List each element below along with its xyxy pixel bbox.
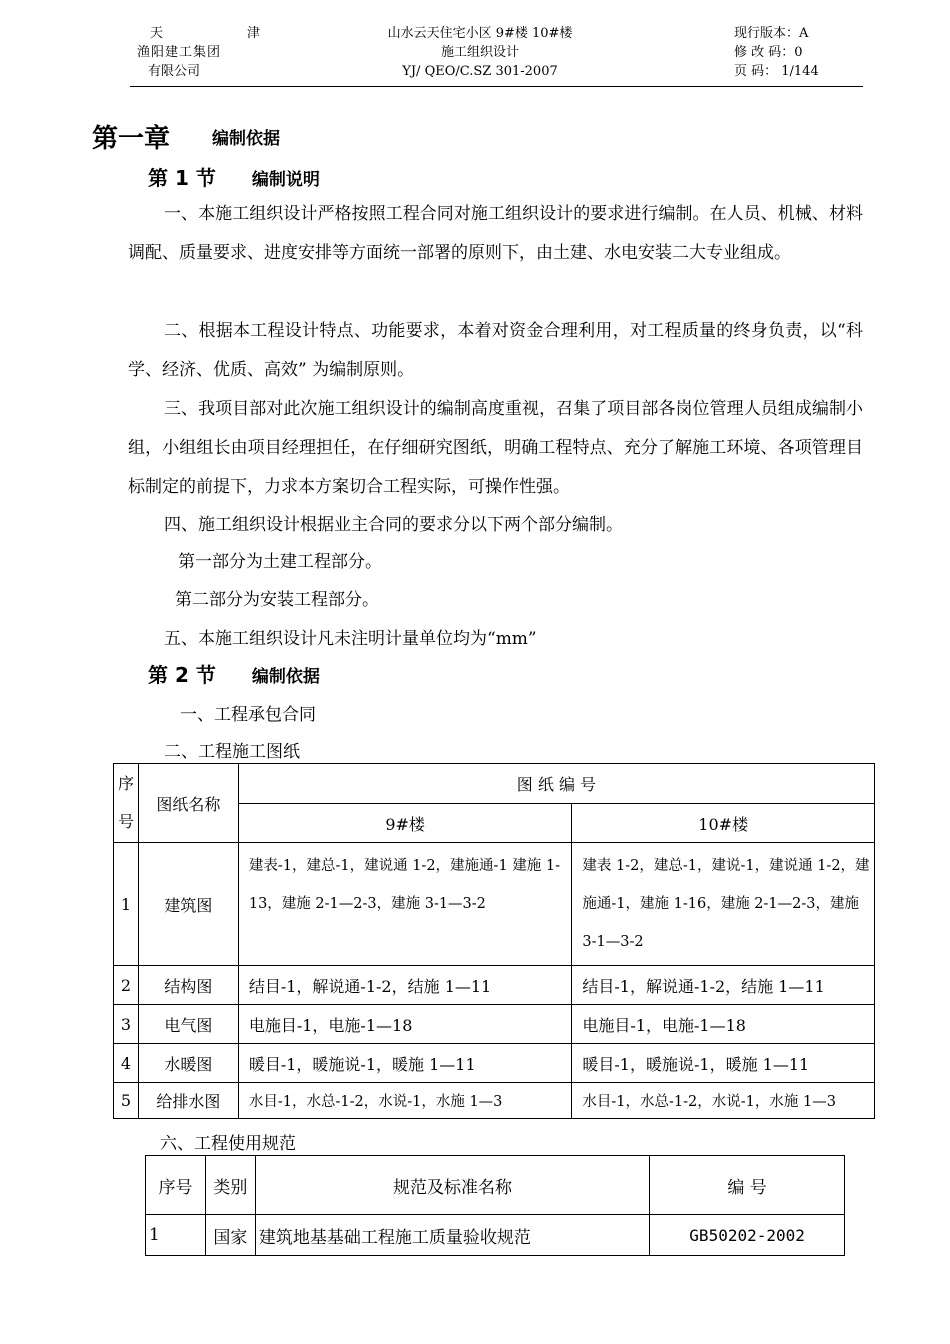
- header-company: [137, 24, 260, 81]
- drawings-table: [113, 763, 875, 1119]
- paragraph-4: 四、施工组织设计根据业主合同的要求分以下两个部分编制。: [164, 515, 623, 535]
- paragraph-3: 三、我项目部对此次施工组织设计的编制高度重视，召集了项目部各岗位管理人员组成编制小组，小组组长由项目经理担任，在仔细研究图纸，明确工程特点、充分了解施工环境、各项管理目标制定的前提下，力求本方案切合工程实际，可操作性强。: [128, 399, 863, 497]
- list-item-norms: 六、工程使用规范: [160, 1134, 296, 1154]
- header-norm-name: 规范及标准名称: [255, 1156, 649, 1215]
- paragraph-1: 一、本施工组织设计严格按照工程合同对施工组织设计的要求进行编制。在人员、机械、材料调配、质量要求、进度安排等方面统一部署的原则下，由土建、水电安装二大专业组成。: [128, 204, 863, 263]
- paragraph-4a: 第一部分为土建工程部分。: [178, 552, 382, 572]
- table-row: [114, 1005, 875, 1044]
- row-seq: 4: [114, 1044, 139, 1083]
- row-seq: 2: [114, 966, 139, 1005]
- row-name: 结构图: [138, 966, 238, 1005]
- chapter-number: 第一章: [92, 124, 171, 154]
- header-code: 编 号: [650, 1156, 845, 1215]
- header-type: 类别: [205, 1156, 255, 1215]
- header-project-line2: 施工组织设计: [440, 45, 519, 60]
- header-company-line2: 渔阳建工集团: [137, 45, 222, 60]
- paragraph-4b: 第二部分为安装工程部分。: [175, 590, 379, 610]
- table-row: [146, 1215, 845, 1256]
- row-building-9: 结目-1，解说通-1-2，结施 1—11: [238, 966, 572, 1005]
- section2-number: 第 2 节: [148, 663, 216, 687]
- header-company-line1: 天 津: [150, 26, 260, 41]
- list-item-contract: 一、工程承包合同: [180, 705, 316, 725]
- table-row: [114, 843, 875, 966]
- table-row: [114, 1044, 875, 1083]
- row-building-10: 结目-1，解说通-1-2，结施 1—11: [572, 966, 875, 1005]
- header-project-line1: 山水云天住宅小区 9#楼 10#楼: [387, 26, 573, 41]
- section2-title: 编制依据: [251, 667, 320, 687]
- table-header-row: [114, 764, 875, 804]
- header-divider: [130, 86, 863, 87]
- paragraph-5: 五、本施工组织设计凡未注明计量单位均为“mm”: [164, 629, 537, 649]
- row-norm-name: 建筑地基基础工程施工质量验收规范: [255, 1215, 649, 1256]
- section1-heading: [148, 162, 320, 191]
- section1-title: 编制说明: [251, 170, 320, 190]
- header-company-line3: 有限公司: [148, 64, 201, 79]
- table-header-row: [146, 1156, 845, 1215]
- header-seq: 序号: [146, 1156, 206, 1215]
- row-building-9: 水目-1，水总-1-2，水说-1，水施 1—3: [238, 1083, 572, 1119]
- row-seq: 1: [114, 843, 139, 966]
- section1-number: 第 1 节: [148, 166, 216, 190]
- header-building-9: 9#楼: [238, 804, 572, 843]
- header-revision: 修 改 码：0: [734, 45, 803, 60]
- row-building-9: 电施目-1，电施-1—18: [238, 1005, 572, 1044]
- table-row: [114, 1083, 875, 1119]
- row-building-10: 电施目-1，电施-1—18: [572, 1005, 875, 1044]
- header-building-10: 10#楼: [572, 804, 875, 843]
- section2-heading: [148, 659, 320, 688]
- header-meta: [734, 24, 864, 81]
- row-seq: 5: [114, 1083, 139, 1119]
- row-building-10: 暖目-1，暖施说-1，暖施 1—11: [572, 1044, 875, 1083]
- norms-table: [145, 1155, 845, 1256]
- header-project: [330, 24, 630, 81]
- header-page: 页 码： 1/144: [734, 64, 819, 79]
- header-seq: 序号: [114, 764, 139, 843]
- row-seq: 3: [114, 1005, 139, 1044]
- list-item-drawings: 二、工程施工图纸: [164, 742, 300, 762]
- row-name: 电气图: [138, 1005, 238, 1044]
- row-code: GB50202-2002: [650, 1215, 845, 1256]
- header-drawing-name: 图纸名称: [138, 764, 238, 843]
- row-building-10: 水目-1，水总-1-2，水说-1，水施 1—3: [572, 1083, 875, 1119]
- table-row: [114, 966, 875, 1005]
- row-building-9: 暖目-1，暖施说-1，暖施 1—11: [238, 1044, 572, 1083]
- row-name: 水暖图: [138, 1044, 238, 1083]
- chapter-title: 编制依据: [212, 129, 281, 149]
- row-seq: 1: [146, 1215, 206, 1256]
- paragraph-2: 二、根据本工程设计特点、功能要求，本着对资金合理利用，对工程质量的终身负责，以“科学、经济、优质、高效” 为编制原则。: [128, 321, 863, 380]
- row-name: 建筑图: [138, 843, 238, 966]
- chapter-heading: [92, 118, 280, 155]
- header-drawing-number: 图 纸 编 号: [238, 764, 874, 804]
- header-version: 现行版本：A: [734, 26, 809, 41]
- row-building-9: 建表-1，建总-1，建说通 1-2，建施通-1 建施 1-13，建施 2-1—2-3，建施 3-1—3-2: [238, 843, 572, 966]
- row-name: 给排水图: [138, 1083, 238, 1119]
- row-type: 国家: [205, 1215, 255, 1256]
- header-project-line3: YJ/ QEO/C.SZ 301-2007: [402, 64, 558, 79]
- row-building-10: 建表 1-2，建总-1，建说-1，建说通 1-2，建施通-1，建施 1-16，建施 2-1—2-3，建施 3-1—3-2: [572, 843, 875, 966]
